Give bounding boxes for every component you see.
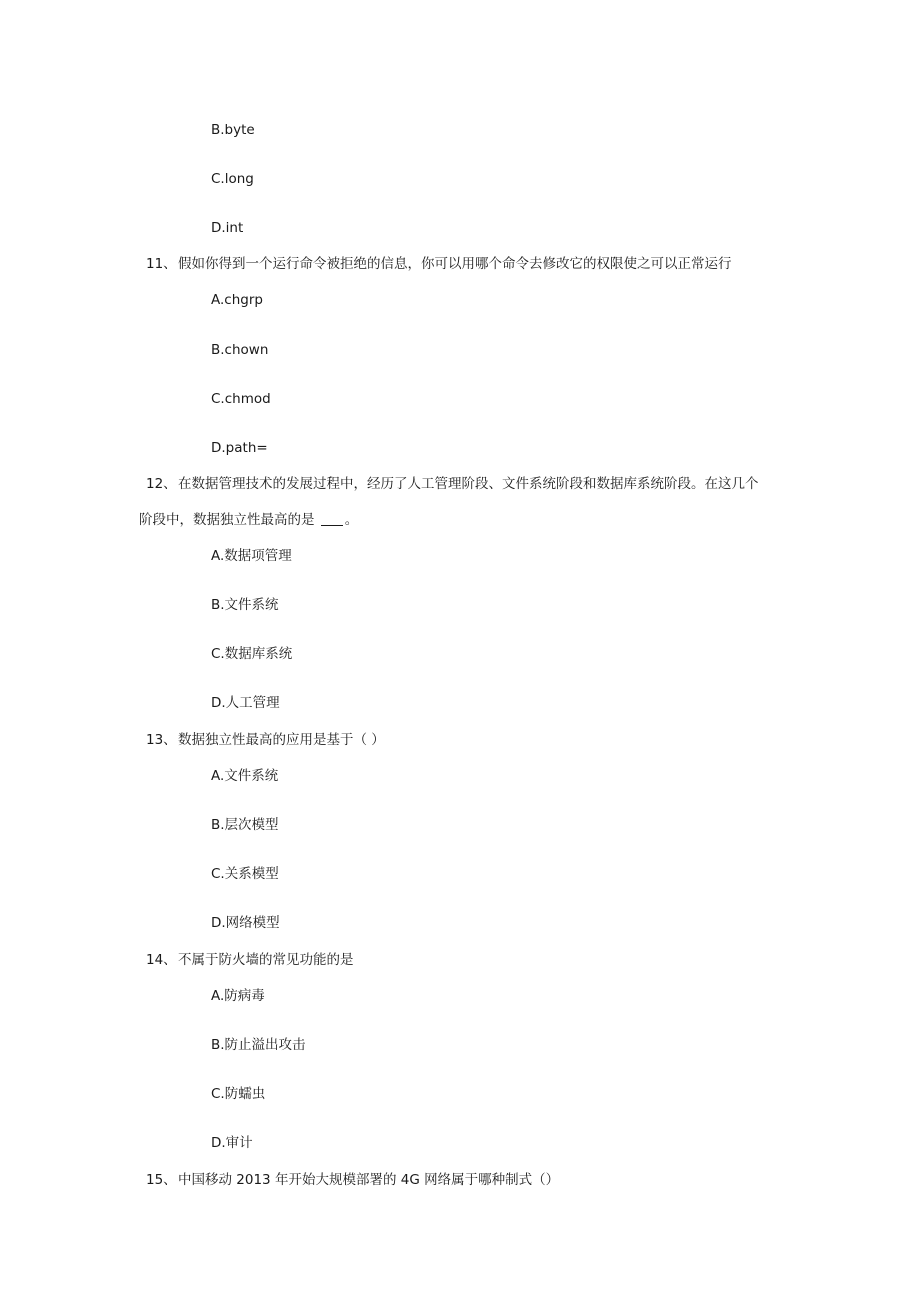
q12-text-line1: 在数据管理技术的发展过程中，经历了人工管理阶段、文件系统阶段和数据库系统阶段。在这几个	[178, 476, 759, 492]
q10-option-c: C.long	[211, 171, 254, 187]
q14-option-c: C.防蠕虫	[211, 1086, 266, 1102]
q11-number: 11、	[146, 256, 177, 272]
q11-text: 假如你得到一个运行命令被拒绝的信息，你可以用哪个命令去修改它的权限使之可以正常运行	[178, 256, 732, 272]
q10-option-b: B.byte	[211, 122, 255, 138]
q12-text-line2	[139, 511, 358, 529]
q13-option-c: C.关系模型	[211, 866, 279, 882]
q13-text: 数据独立性最高的应用是基于（ ）	[178, 732, 385, 748]
q13-number: 13、	[146, 732, 177, 748]
q11-option-b: B.chown	[211, 342, 269, 358]
q14-text: 不属于防火墙的常见功能的是	[178, 952, 354, 968]
q12-text-before-blank: 阶段中，数据独立性最高的是	[139, 512, 315, 528]
q11-option-d: D.path=	[211, 440, 268, 456]
q14-option-d: D.审计	[211, 1135, 253, 1151]
q11-option-c: C.chmod	[211, 391, 271, 407]
q15-number: 15、	[146, 1172, 177, 1188]
q15-text: 中国移动 2013 年开始大规模部署的 4G 网络属于哪种制式（）	[178, 1172, 560, 1188]
q14-option-a: A.防病毒	[211, 988, 265, 1004]
q14-number: 14、	[146, 952, 177, 968]
q12-option-a: A.数据项管理	[211, 548, 292, 564]
q12-option-b: B.文件系统	[211, 597, 279, 613]
q13-option-d: D.网络模型	[211, 915, 280, 931]
q11-option-a: A.chgrp	[211, 292, 263, 308]
q12-number: 12、	[146, 476, 177, 492]
q12-option-c: C.数据库系统	[211, 646, 293, 662]
q14-option-b: B.防止溢出攻击	[211, 1037, 306, 1053]
q12-option-d: D.人工管理	[211, 695, 280, 711]
q10-option-d: D.int	[211, 220, 244, 236]
q13-option-a: A.文件系统	[211, 768, 279, 784]
q13-option-b: B.层次模型	[211, 817, 279, 833]
answer-blank	[321, 525, 343, 526]
q12-text-after-blank: 。	[344, 512, 359, 528]
